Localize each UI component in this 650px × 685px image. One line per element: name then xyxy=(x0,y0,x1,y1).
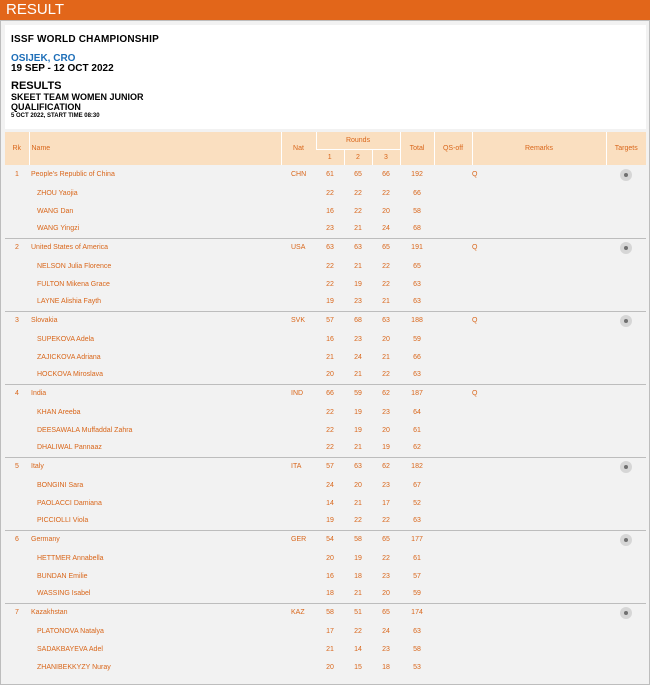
team-name: Italy xyxy=(29,457,281,476)
athlete-round-1: 21 xyxy=(326,645,334,653)
team-qsoff xyxy=(434,530,472,549)
athlete-row xyxy=(5,202,646,220)
athlete-round-2: 23 xyxy=(354,298,362,306)
athlete-round-3: 22 xyxy=(382,189,390,197)
team-row xyxy=(5,311,646,330)
athlete-total: 62 xyxy=(413,444,421,452)
athlete-row xyxy=(5,622,646,640)
athlete-round-2: 19 xyxy=(354,554,362,562)
team-name: India xyxy=(29,384,281,403)
athlete-row xyxy=(5,439,646,457)
athlete-name: NELSON Julia Florence xyxy=(37,262,112,270)
athlete-total: 59 xyxy=(413,335,421,343)
col-qsoff: QS-off xyxy=(434,132,472,165)
team-round-2: 58 xyxy=(344,530,372,549)
team-total: 188 xyxy=(400,311,434,330)
athlete-row xyxy=(5,658,646,676)
athlete-round-3: 20 xyxy=(382,335,390,343)
team-round-2: 51 xyxy=(344,603,372,622)
col-rk: Rk xyxy=(5,132,29,165)
team-round-3: 65 xyxy=(372,603,400,622)
team-round-2: 59 xyxy=(344,384,372,403)
athlete-total: 66 xyxy=(413,353,421,361)
athlete-total: 58 xyxy=(413,645,421,653)
team-qsoff xyxy=(434,457,472,476)
athlete-round-2: 19 xyxy=(354,280,362,288)
athlete-round-3: 18 xyxy=(382,663,390,671)
athlete-row xyxy=(5,494,646,512)
venue: OSIJEK, CRO xyxy=(11,53,76,64)
athlete-total: 59 xyxy=(413,590,421,598)
team-name: Slovakia xyxy=(29,311,281,330)
col-total: Total xyxy=(400,132,434,165)
team-name: Kazakhstan xyxy=(29,603,281,622)
athlete-row xyxy=(5,348,646,366)
athlete-round-1: 17 xyxy=(326,627,334,635)
col-round-2: 2 xyxy=(344,149,372,165)
team-row xyxy=(5,238,646,257)
athlete-round-2: 23 xyxy=(354,335,362,343)
team-rank: 2 xyxy=(5,238,29,257)
athlete-round-1: 19 xyxy=(326,517,334,525)
athlete-round-1: 21 xyxy=(326,353,334,361)
athlete-row xyxy=(5,184,646,202)
athlete-round-2: 15 xyxy=(354,663,362,671)
athlete-round-1: 22 xyxy=(326,426,334,434)
athlete-round-3: 22 xyxy=(382,517,390,525)
athlete-round-3: 21 xyxy=(382,298,390,306)
athlete-total: 63 xyxy=(413,371,421,379)
athlete-row xyxy=(5,567,646,585)
team-qsoff xyxy=(434,311,472,330)
athlete-total: 63 xyxy=(413,280,421,288)
col-rounds: Rounds xyxy=(316,132,400,149)
team-remarks xyxy=(472,530,606,549)
athlete-name: DEESAWALA Muffaddal Zahra xyxy=(37,426,133,434)
team-qsoff xyxy=(434,238,472,257)
athlete-round-2: 24 xyxy=(354,353,362,361)
athlete-round-1: 24 xyxy=(326,481,334,489)
athlete-round-2: 21 xyxy=(354,371,362,379)
team-remarks: Q xyxy=(472,238,606,257)
athlete-name: BONGINI Sara xyxy=(37,481,84,489)
athlete-row xyxy=(5,476,646,494)
athlete-round-2: 14 xyxy=(354,645,362,653)
athlete-round-1: 20 xyxy=(326,554,334,562)
athlete-round-3: 17 xyxy=(382,499,390,507)
team-nat: KAZ xyxy=(281,603,316,622)
team-nat: SVK xyxy=(281,311,316,330)
team-total: 187 xyxy=(400,384,434,403)
targets-cell[interactable] xyxy=(606,457,646,476)
athlete-round-3: 22 xyxy=(382,262,390,270)
team-round-3: 66 xyxy=(382,171,390,178)
team-round-3: 65 xyxy=(372,238,400,257)
athlete-round-3: 23 xyxy=(382,572,390,580)
targets-cell[interactable] xyxy=(606,384,646,403)
athlete-row xyxy=(5,330,646,348)
team-rank: 3 xyxy=(5,311,29,330)
athlete-name: WANG Yingzi xyxy=(37,225,80,233)
athlete-name: ZHANIBEKKYZY Nuray xyxy=(37,663,111,671)
athlete-round-1: 22 xyxy=(326,262,334,270)
target-icon[interactable] xyxy=(620,461,632,473)
athlete-row xyxy=(5,585,646,603)
athlete-total: 58 xyxy=(413,207,421,215)
athlete-row xyxy=(5,275,646,293)
athlete-name: HOCKOVA Miroslava xyxy=(37,371,103,379)
athlete-name: SADAKBAYEVA Adel xyxy=(37,645,103,653)
athlete-round-3: 23 xyxy=(382,481,390,489)
athlete-round-3: 20 xyxy=(382,207,390,215)
team-round-3: 62 xyxy=(372,384,400,403)
team-remarks: Q xyxy=(472,384,606,403)
athlete-round-1: 18 xyxy=(326,590,334,598)
athlete-name: BUNDAN Emilie xyxy=(37,572,88,580)
team-round-1: 57 xyxy=(316,311,344,330)
team-remarks: Q xyxy=(472,311,606,330)
team-round-1: 57 xyxy=(316,457,344,476)
athlete-name: FULTON Mikena Grace xyxy=(37,280,110,288)
team-rank: 5 xyxy=(5,457,29,476)
athlete-round-2: 19 xyxy=(354,408,362,416)
target-icon[interactable] xyxy=(620,242,632,254)
athlete-row xyxy=(5,293,646,311)
athlete-total: 64 xyxy=(413,408,421,416)
team-total: 192 xyxy=(411,171,423,178)
team-round-3: 63 xyxy=(372,311,400,330)
athlete-total: 61 xyxy=(413,554,421,562)
team-row xyxy=(5,384,646,403)
phase-name: QUALIFICATION xyxy=(11,102,81,112)
col-nat: Nat xyxy=(281,132,316,165)
col-targets: Targets xyxy=(606,132,646,165)
athlete-round-1: 22 xyxy=(326,189,334,197)
athlete-name: ZAJICKOVA Adriana xyxy=(37,353,101,361)
athlete-round-3: 21 xyxy=(382,353,390,361)
team-round-1: 58 xyxy=(316,603,344,622)
athlete-name: PICCIOLLI Viola xyxy=(37,517,89,525)
team-remarks: Q xyxy=(472,171,478,178)
athlete-round-1: 20 xyxy=(326,663,334,671)
team-remarks xyxy=(472,603,606,622)
team-qsoff xyxy=(434,384,472,403)
athlete-round-2: 21 xyxy=(354,444,362,452)
team-round-3: 65 xyxy=(372,530,400,549)
athlete-row xyxy=(5,403,646,421)
targets-cell[interactable] xyxy=(606,238,646,257)
dates: 19 SEP - 12 OCT 2022 xyxy=(11,63,114,74)
athlete-round-3: 22 xyxy=(382,280,390,288)
athlete-total: 68 xyxy=(413,225,421,233)
team-name: Germany xyxy=(29,530,281,549)
athlete-round-2: 21 xyxy=(354,262,362,270)
team-rank: 4 xyxy=(5,384,29,403)
athlete-round-2: 22 xyxy=(354,207,362,215)
targets-cell[interactable] xyxy=(606,603,646,622)
team-qsoff xyxy=(434,165,472,184)
athlete-round-1: 22 xyxy=(326,280,334,288)
athlete-round-2: 20 xyxy=(354,481,362,489)
team-round-2: 65 xyxy=(354,171,362,178)
athlete-round-1: 22 xyxy=(326,444,334,452)
athlete-round-3: 22 xyxy=(382,554,390,562)
targets-cell[interactable] xyxy=(606,165,646,184)
team-round-2: 68 xyxy=(344,311,372,330)
section-title: RESULTS xyxy=(11,80,62,92)
team-nat: ITA xyxy=(281,457,316,476)
team-row xyxy=(5,530,646,549)
athlete-total: 61 xyxy=(413,426,421,434)
athlete-name: LAYNE Alishia Fayth xyxy=(37,298,102,306)
athlete-round-2: 21 xyxy=(354,225,362,233)
team-rank: 1 xyxy=(15,171,19,178)
athlete-row xyxy=(5,421,646,439)
target-icon[interactable] xyxy=(620,534,632,546)
team-name: United States of America xyxy=(29,238,281,257)
athlete-round-1: 19 xyxy=(326,298,334,306)
athlete-round-1: 16 xyxy=(326,572,334,580)
result-banner xyxy=(0,0,650,20)
athlete-total: 52 xyxy=(413,499,421,507)
team-nat: IND xyxy=(281,384,316,403)
team-row xyxy=(5,457,646,476)
team-row xyxy=(5,603,646,622)
athlete-round-3: 23 xyxy=(382,408,390,416)
team-total: 191 xyxy=(400,238,434,257)
col-round-3: 3 xyxy=(372,149,400,165)
athlete-round-2: 19 xyxy=(354,426,362,434)
team-rank: 7 xyxy=(5,603,29,622)
athlete-total: 63 xyxy=(413,627,421,635)
team-nat: CHN xyxy=(291,171,307,178)
athlete-round-2: 22 xyxy=(354,189,362,197)
team-round-2: 63 xyxy=(344,457,372,476)
athlete-round-1: 16 xyxy=(326,207,334,215)
team-round-2: 63 xyxy=(344,238,372,257)
start-time: 5 OCT 2022, START TIME 08:30 xyxy=(11,113,100,119)
athlete-name: WANG Dan xyxy=(37,207,74,215)
results-body xyxy=(5,165,646,676)
athlete-round-3: 23 xyxy=(382,645,390,653)
athlete-round-2: 18 xyxy=(354,572,362,580)
athlete-row xyxy=(5,220,646,238)
team-round-1: 54 xyxy=(316,530,344,549)
athlete-round-1: 16 xyxy=(326,335,334,343)
athlete-total: 57 xyxy=(413,572,421,580)
athlete-name: ZHOU Yaojia xyxy=(37,189,78,197)
athlete-total: 67 xyxy=(413,481,421,489)
team-remarks xyxy=(472,457,606,476)
athlete-row xyxy=(5,549,646,567)
athlete-name: PAOLACCI Damiana xyxy=(37,499,102,507)
athlete-total: 53 xyxy=(413,663,421,671)
team-row xyxy=(5,165,646,184)
team-nat: USA xyxy=(281,238,316,257)
team-nat: GER xyxy=(281,530,316,549)
athlete-row xyxy=(5,366,646,384)
col-round-1: 1 xyxy=(316,149,344,165)
target-icon[interactable] xyxy=(620,607,632,619)
athlete-total: 63 xyxy=(413,298,421,306)
team-rank: 6 xyxy=(5,530,29,549)
team-total: 177 xyxy=(400,530,434,549)
athlete-name: PLATONOVA Natalya xyxy=(37,627,104,635)
col-remarks: Remarks xyxy=(472,132,606,165)
results-table xyxy=(5,132,646,676)
team-round-1: 63 xyxy=(316,238,344,257)
athlete-row xyxy=(5,512,646,530)
results-table-wrap xyxy=(5,132,646,676)
athlete-name: SUPEKOVA Adela xyxy=(37,335,95,343)
athlete-total: 65 xyxy=(413,262,421,270)
athlete-round-3: 22 xyxy=(382,371,390,379)
targets-cell[interactable] xyxy=(606,311,646,330)
banner-title: RESULT xyxy=(6,1,65,18)
team-total: 174 xyxy=(400,603,434,622)
championship-title: ISSF WORLD CHAMPIONSHIP xyxy=(11,34,159,45)
athlete-round-2: 21 xyxy=(354,590,362,598)
athlete-name: HETTMER Annabella xyxy=(37,554,104,562)
athlete-round-1: 22 xyxy=(326,408,334,416)
target-icon[interactable] xyxy=(620,169,632,181)
athlete-name: WASSING Isabel xyxy=(37,590,91,598)
athlete-round-2: 22 xyxy=(354,627,362,635)
athlete-name: KHAN Areeba xyxy=(37,408,81,416)
athlete-round-1: 20 xyxy=(326,371,334,379)
athlete-round-2: 22 xyxy=(354,517,362,525)
targets-cell[interactable] xyxy=(606,530,646,549)
athlete-row xyxy=(5,257,646,275)
team-round-3: 62 xyxy=(372,457,400,476)
athlete-round-1: 14 xyxy=(326,499,334,507)
results-header xyxy=(5,25,646,129)
team-round-1: 61 xyxy=(326,171,334,178)
athlete-total: 63 xyxy=(413,517,421,525)
athlete-round-3: 24 xyxy=(382,627,390,635)
col-name: Name xyxy=(29,132,281,165)
event-name: SKEET TEAM WOMEN JUNIOR xyxy=(11,92,144,102)
athlete-name: DHALIWAL Pannaaz xyxy=(37,444,102,452)
team-total: 182 xyxy=(400,457,434,476)
team-qsoff xyxy=(434,603,472,622)
team-round-1: 66 xyxy=(316,384,344,403)
athlete-total: 66 xyxy=(413,189,421,197)
athlete-round-3: 24 xyxy=(382,225,390,233)
athlete-round-3: 20 xyxy=(382,590,390,598)
athlete-row xyxy=(5,640,646,658)
athlete-round-3: 20 xyxy=(382,426,390,434)
team-name: People's Republic of China xyxy=(31,171,115,178)
athlete-round-1: 23 xyxy=(326,225,334,233)
athlete-round-3: 19 xyxy=(382,444,390,452)
athlete-round-2: 21 xyxy=(354,499,362,507)
target-icon[interactable] xyxy=(620,315,632,327)
results-frame xyxy=(0,20,650,685)
